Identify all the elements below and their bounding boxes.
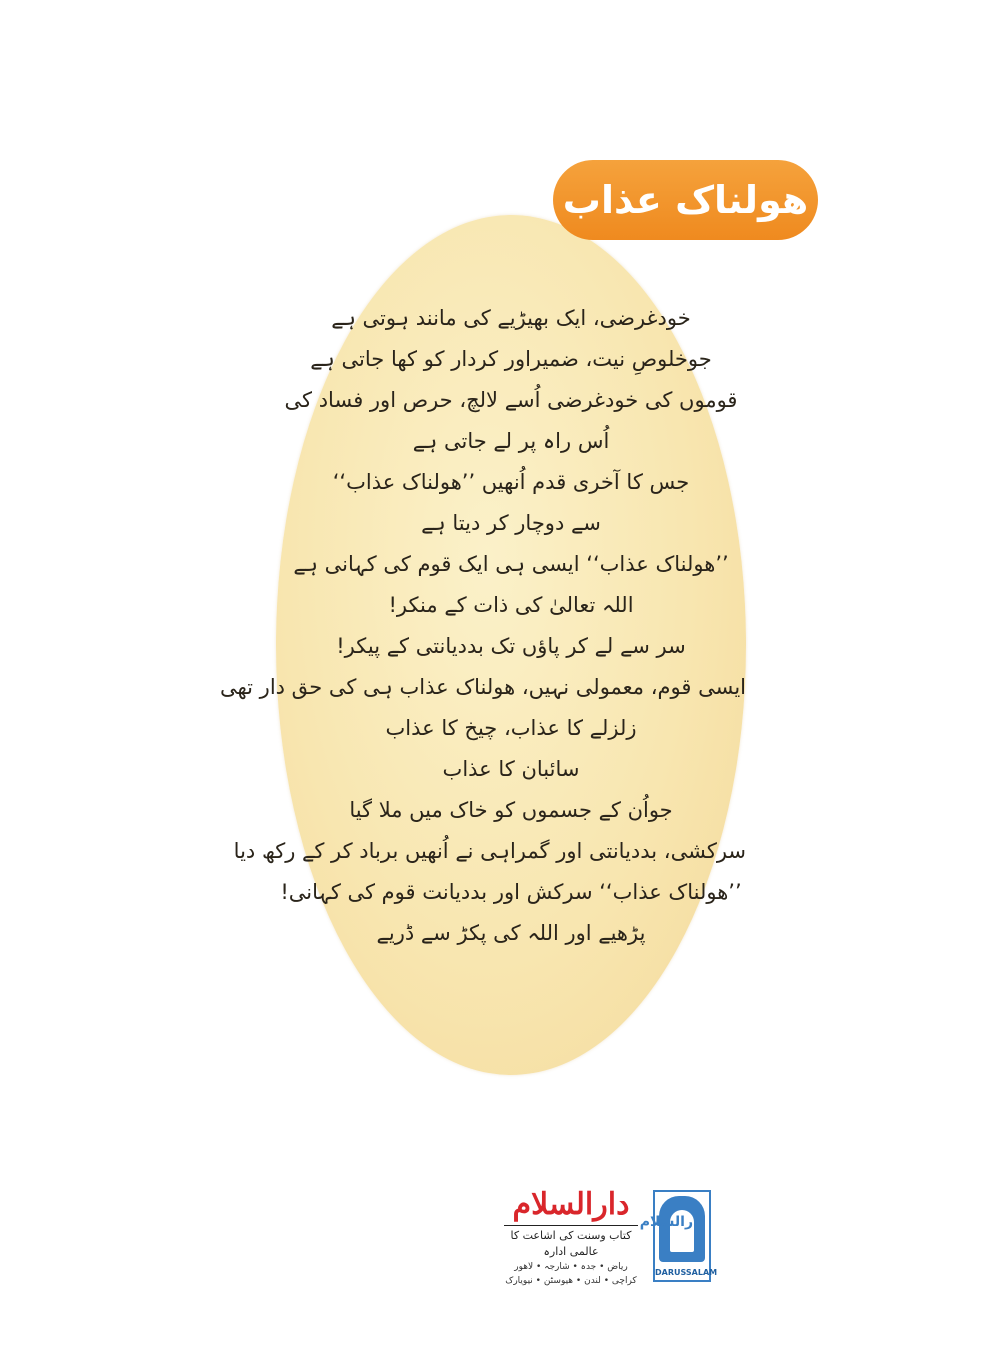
poem-line: سے دوچار کر دیتا ہے: [421, 511, 601, 535]
poem-line: ’’ھولناک عذاب‘‘ سرکش اور بددیانت قوم کی کہانی!: [280, 880, 742, 904]
poem-line: سر سے لے کر پاؤں تک بددیانتی کے پیکر!: [336, 634, 686, 658]
poem-text: [219, 298, 746, 954]
poem-line: خودغرضی، ایک بھیڑیے کی مانند ہوتی ہے: [331, 306, 691, 330]
poem-line: ’’ھولناک عذاب‘‘ ایسی ہی ایک قوم کی کہانی ہے: [293, 552, 729, 576]
publisher-block: [500, 1185, 642, 1288]
poem-line: قوموں کی خودغرضی اُسے لالچ، حرص اور فساد کی: [284, 388, 738, 412]
publisher-tagline: کتاب وسنت کی اشاعت کا عالمی ادارہ: [504, 1225, 638, 1260]
poem-line: زلزلے کا عذاب، چیخ کا عذاب: [385, 716, 637, 740]
poem-line: جس کا آخری قدم اُنھیں ’’ھولناک عذاب‘‘: [332, 470, 690, 494]
poem-line: جواُن کے جسموں کو خاک میں ملا گیا: [349, 798, 673, 822]
poem-line: پڑھیے اور اللہ کی پکڑ سے ڈریے: [376, 921, 646, 945]
publisher-name: دارالسلام: [512, 1187, 630, 1222]
mosque-arch-icon: [639, 1196, 705, 1262]
poem-line: اللہ تعالیٰ کی ذات کے منکر!: [388, 593, 634, 617]
logo-caption: DARUSSALAM: [655, 1268, 718, 1277]
poem-line: سرکشی، بددیانتی اور گمراہی نے اُنھیں برباد کر کے رکھ دیا: [233, 839, 746, 863]
page-title: ھولناک عذاب: [562, 178, 809, 222]
poem-line: جوخلوصِ نیت، ضمیراور کردار کو کھا جاتی ہے: [310, 347, 712, 371]
publisher-cities-1: ریاض • جدہ • شارجہ • لاھور: [514, 1262, 628, 1272]
poem-line: سائبان کا عذاب: [442, 757, 580, 781]
title-banner: [553, 160, 818, 240]
poem-line: ایسی قوم، معمولی نہیں، ھولناک عذاب ہی کی حق دار تھی: [219, 675, 746, 699]
publisher-cities-2: کراچی • لندن • ھیوسٹن • نیویارک: [505, 1276, 637, 1286]
logo-glyph: دارالسلام: [639, 1214, 705, 1230]
poem-line: اُس راہ پر لے جاتی ہے: [412, 429, 610, 453]
publisher-logo: [639, 1190, 718, 1282]
